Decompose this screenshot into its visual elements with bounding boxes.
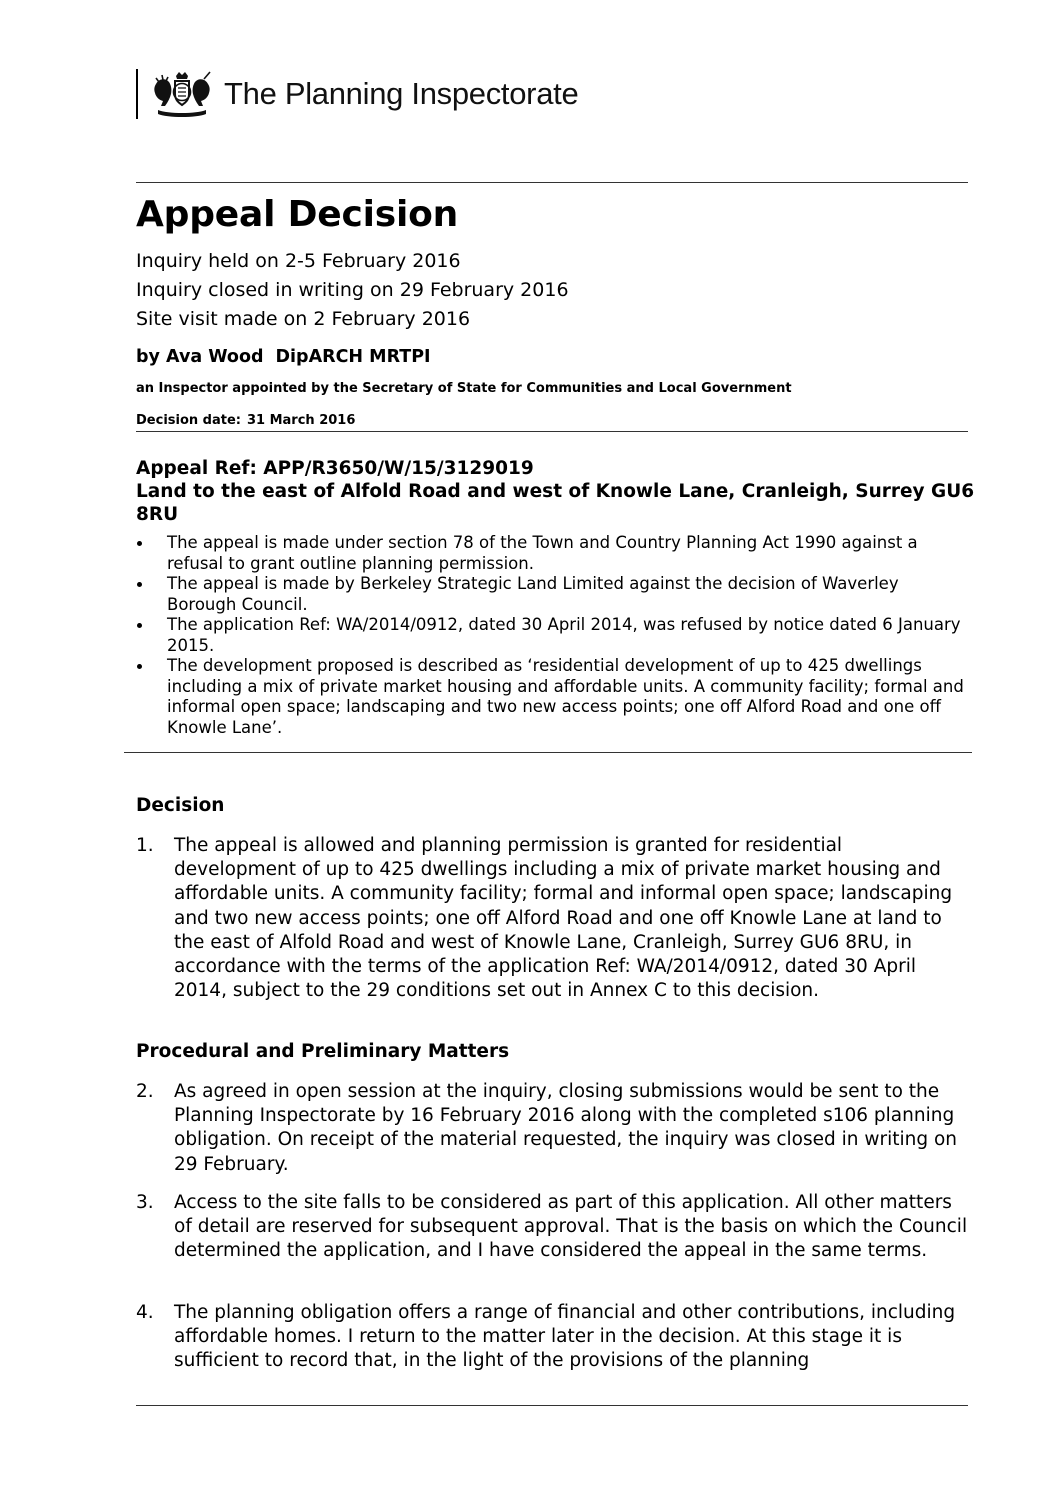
paragraph-number: 2. — [136, 1081, 154, 1102]
decision-date-line — [136, 413, 355, 428]
footer-rule — [136, 1405, 968, 1406]
paragraph-2 — [136, 1080, 968, 1177]
paragraph-1 — [136, 834, 968, 1003]
inquiry-held-line: Inquiry held on 2-5 February 2016 — [136, 250, 461, 272]
logo-divider — [136, 69, 138, 119]
bullet-icon — [137, 623, 142, 628]
decision-date-label: Decision date: — [136, 413, 241, 428]
page-title: Appeal Decision — [136, 194, 459, 235]
site-visit-line: Site visit made on 2 February 2016 — [136, 308, 471, 330]
paragraph-text: The planning obligation offers a range of financial and other contributions, including affordable homes. I return to the matter later in the decision. At this stage it is sufficient to record that, in the light of the provisions of the planning — [174, 1302, 956, 1372]
bullet-icon — [137, 541, 142, 546]
paragraph-number: 1. — [136, 835, 154, 856]
decision-heading: Decision — [136, 795, 225, 816]
inspector-line — [136, 347, 431, 367]
list-item: The appeal is made under section 78 of the Town and Country Planning Act 1990 against a refusal to grant outline planning permission. — [136, 533, 966, 574]
list-item: The application Ref: WA/2014/0912, dated 30 April 2014, was refused by notice dated 6 January 2015. — [136, 615, 966, 656]
list-item: The development proposed is described as ‘residential development of up to 425 dwellings including a mix of private market housing and affordable units. A community facility; formal and informal open space; landscaping and two new access points; one off Alford Road and one off Knowle Lane’. — [136, 656, 966, 738]
paragraph-text: The appeal is allowed and planning permission is granted for residential development of up to 425 dwellings including a mix of private market housing and affordable units. A community facility; formal and informal open space; landscaping and two new access points; one off Alford Road and one off Knowle Lane at land to the east of Alfold Road and west of Knowle Lane, Cranleigh, Surrey GU6 8RU, in accordance with the terms of the application Ref: WA/2014/0912, dated 30 April 2014, subject to the 29 conditions set out in Annex C to this decision. — [174, 835, 953, 1002]
organisation-name: The Planning Inspectorate — [224, 76, 579, 111]
royal-coat-of-arms-icon — [150, 70, 214, 118]
appeal-ref: Appeal Ref: APP/R3650/W/15/3129019 — [136, 458, 534, 479]
header-rule — [136, 182, 968, 183]
inspector-qualifications: DipARCH MRTPI — [275, 347, 431, 367]
paragraph-3 — [136, 1191, 968, 1264]
appeal-details-rule — [124, 752, 972, 753]
inspector-name: by Ava Wood — [136, 347, 264, 367]
decision-date-rule — [136, 431, 968, 432]
paragraph-text: Access to the site falls to be considered as part of this application. All other matters of detail are reserved for subsequent approval. That is the basis on which the Council determined the application, and I have considered the appeal in the same terms. — [174, 1192, 968, 1262]
bullet-icon — [137, 664, 142, 669]
paragraph-4 — [136, 1301, 968, 1374]
appeal-details-list — [136, 533, 966, 738]
planning-inspectorate-logo — [136, 70, 578, 118]
bullet-icon — [137, 582, 142, 587]
paragraph-text: As agreed in open session at the inquiry, closing submissions would be sent to the Planning Inspectorate by 16 February 2016 along with the completed s106 planning obligation. On receipt of the material requested, the inquiry was closed in writing on 29 February. — [174, 1081, 958, 1175]
paragraph-number: 4. — [136, 1302, 154, 1323]
list-item: The appeal is made by Berkeley Strategic Land Limited against the decision of Waverley Borough Council. — [136, 574, 966, 615]
decision-date-value: 31 March 2016 — [246, 413, 356, 428]
inquiry-closed-line: Inquiry closed in writing on 29 February 2016 — [136, 279, 569, 301]
procedural-heading: Procedural and Preliminary Matters — [136, 1041, 510, 1062]
paragraph-number: 3. — [136, 1192, 154, 1213]
appeal-reference-block — [136, 457, 976, 526]
inspector-appointment: an Inspector appointed by the Secretary of State for Communities and Local Government — [136, 381, 792, 396]
appeal-site: Land to the east of Alfold Road and west of Knowle Lane, Cranleigh, Surrey GU6 8RU — [136, 481, 975, 525]
